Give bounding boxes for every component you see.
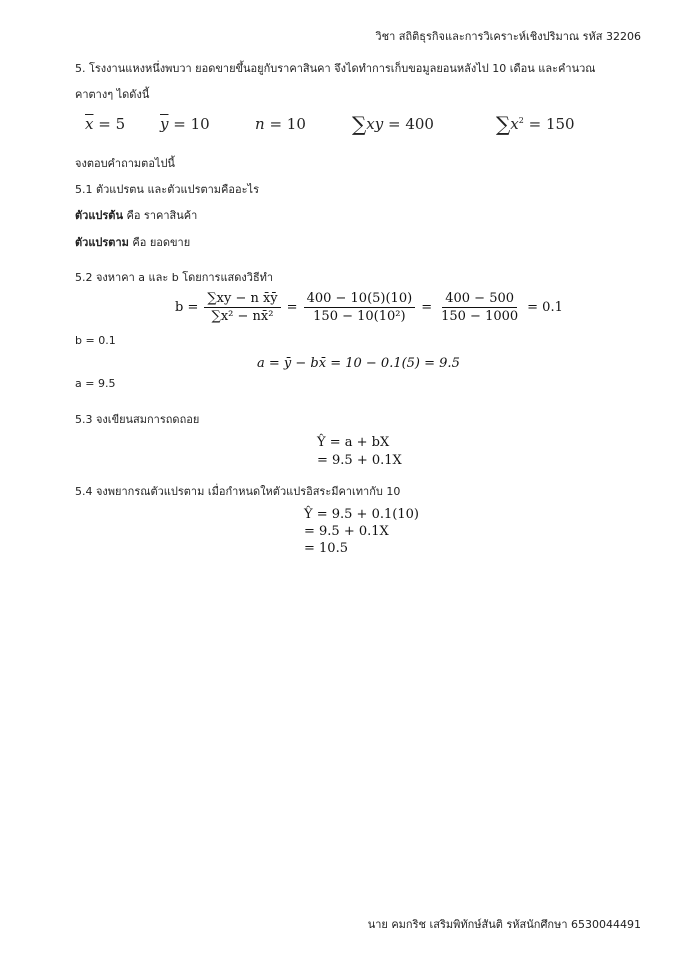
dependent-label: ตัวแปรตาม [75, 236, 129, 249]
xbar-symbol: $\overline{x}$ [85, 115, 94, 133]
q53-title: 5.3 จงเขียนสมการถดถอย [75, 413, 200, 426]
a-equation: a = ȳ − bx̄ = 10 − 0.1(5) = 9.5 [257, 356, 460, 371]
sum-xy-symbol: xy [366, 115, 384, 133]
fraction-denominator: 150 − 1000 [441, 309, 519, 324]
question-text-line1: 5. โรงงานแหงหนึ่งพบวา ยอดขายขึ้นอยูกับราคาสินคา จึงไดทำการเก็บขอมูลยอนหลังไป 10 เดือน และคำนวณ [75, 62, 596, 75]
ybar-value: = 10 [173, 115, 210, 133]
stat-sum-xy [352, 112, 434, 136]
stat-n [255, 115, 306, 133]
xbar-value: = 5 [98, 115, 126, 133]
prediction-line1: Ŷ = 9.5 + 0.1(10) [304, 507, 419, 522]
sum-xy-value: = 400 [388, 115, 434, 133]
a-answer: a = 9.5 [75, 377, 116, 390]
regression-line2: = 9.5 + 0.1X [317, 453, 402, 468]
b-fraction-simplified [438, 291, 521, 324]
question-text-line2: คาตางๆ ไดดังนี้ [75, 88, 150, 101]
sum-x2-symbol: x [510, 115, 519, 133]
q54-title: 5.4 จงพยากรณตัวแปรตาม เมื่อกำหนดใหตัวแปรอิสระมีคาเทากับ 10 [75, 485, 401, 498]
b-answer: b = 0.1 [75, 334, 116, 347]
independent-text: คือ ราคาสินค้า [122, 209, 198, 222]
instruction-text: จงตอบคำถามตอไปนี้ [75, 157, 175, 170]
n-symbol: n [255, 115, 265, 133]
fraction-numerator: 400 − 500 [442, 291, 517, 308]
course-header: วิชา สถิติธุรกิจและการวิเคราะห์เชิงปริมาณ รหัส 32206 [375, 30, 641, 43]
b-result: = 0.1 [527, 300, 563, 315]
n-value: = 10 [269, 115, 306, 133]
fraction-denominator: ∑x² − nx̄² [211, 309, 274, 324]
fraction-numerator: 400 − 10(5)(10) [304, 291, 416, 308]
q51-independent [75, 209, 197, 223]
regression-line1: Ŷ = a + bX [317, 435, 390, 450]
prediction-line3: = 10.5 [304, 541, 348, 556]
prediction-line2: = 9.5 + 0.1X [304, 524, 389, 539]
independent-label: ตัวแปรต้น [75, 209, 123, 222]
equals-sign: = [286, 300, 298, 315]
sum-symbol: ∑ [496, 112, 511, 136]
sum-x2-exponent: 2 [518, 116, 524, 125]
stat-ybar [160, 115, 210, 133]
ybar-symbol: $\overline{y}$ [160, 115, 169, 133]
stat-sum-x2 [496, 112, 575, 136]
q52-title: 5.2 จงหาคา a และ b โดยการแสดงวิธีทำ [75, 271, 274, 284]
fraction-denominator: 150 − 10(10²) [313, 309, 406, 324]
stat-xbar [85, 115, 125, 133]
fraction-numerator: ∑xy − n x̄ȳ [204, 291, 280, 308]
sum-x2-value: = 150 [528, 115, 575, 133]
b-equation [175, 291, 563, 324]
student-footer: นาย คมกริช เสริมพิทักษ์สันติ รหัสนักศึกษา 6530044491 [367, 918, 641, 931]
dependent-text: คือ ยอดขาย [128, 236, 191, 249]
b-fraction-formula [204, 291, 280, 324]
b-fraction-substituted [304, 291, 416, 324]
b-lhs: b = [175, 300, 199, 315]
q51-title: 5.1 ตัวแปรตน และตัวแปรตามคืออะไร [75, 183, 259, 196]
equals-sign: = [421, 300, 433, 315]
q51-dependent [75, 236, 190, 250]
sum-symbol: ∑ [352, 112, 367, 136]
